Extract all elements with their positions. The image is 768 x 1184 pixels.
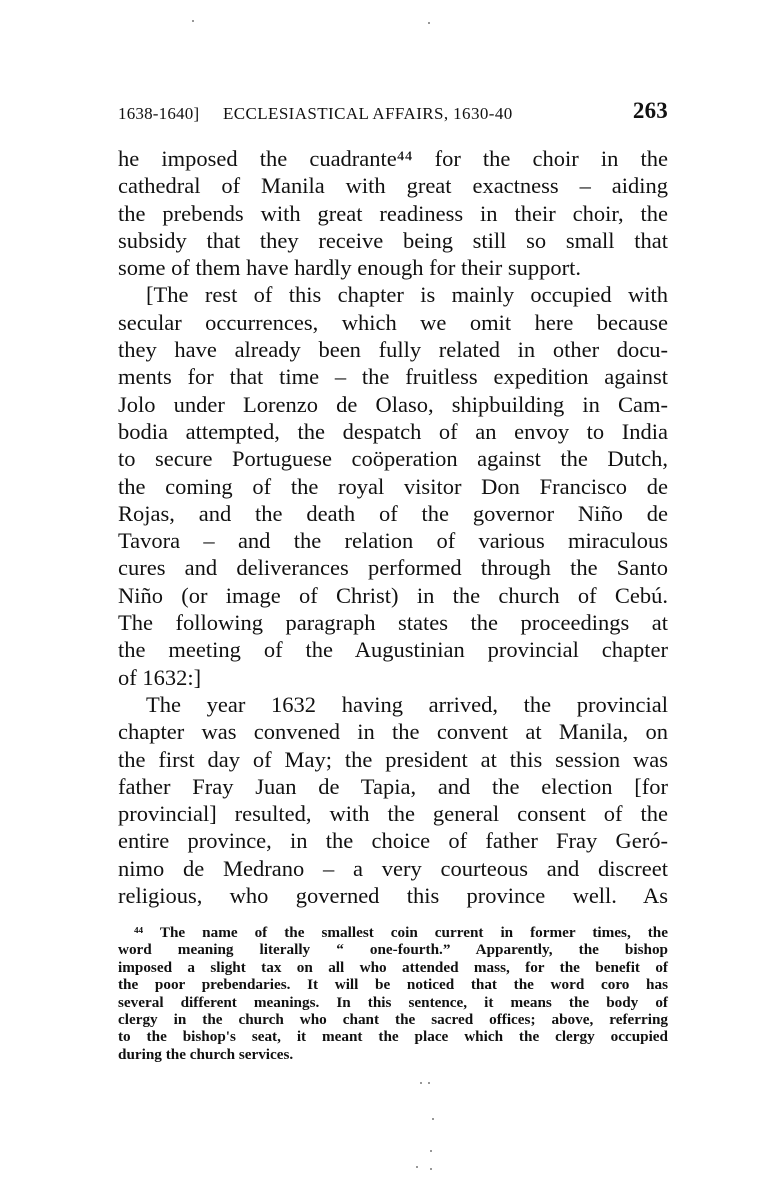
page-number: 263	[632, 98, 668, 123]
body-line: Jolo under Lorenzo de Olaso, shipbuilding in Cam-	[118, 391, 668, 417]
footnote-line: the poor prebendaries. It will be noticed that the word coro has	[118, 976, 668, 994]
body-line: the prebends with great readiness in their choir, the	[118, 200, 668, 226]
body-line: they have already been fully related in other docu-	[118, 337, 668, 363]
body-line: Tavora – and the relation of various miraculous	[118, 528, 668, 554]
body-line: the first day of May; the president at this session was	[118, 746, 668, 772]
footnote-line: to the bishop's seat, it meant the place which the clergy occupied	[118, 1028, 668, 1046]
body-text	[118, 145, 668, 909]
body-line: he imposed the cuadrante⁴⁴ for the choir in the	[118, 146, 668, 171]
footnote-line: word meaning literally “ one-fourth.” Apparently, the bishop	[118, 941, 668, 959]
scan-speck	[432, 1118, 434, 1120]
header-title: ECCLESIASTICAL AFFAIRS, 1630-40	[223, 104, 513, 123]
header-year-range: 1638-1640]	[118, 104, 200, 123]
body-line: entire province, in the choice of father Fray Geró-	[118, 828, 668, 854]
scan-speck	[420, 1082, 422, 1084]
body-line: religious, who governed this province well. As	[118, 883, 668, 909]
scan-speck	[430, 1150, 432, 1152]
body-line: The year 1632 having arrived, the provincial	[146, 691, 668, 717]
body-line: cures and deliverances performed through the Santo	[118, 555, 668, 581]
body-line: Niño (or image of Christ) in the church of Cebú.	[118, 582, 668, 608]
footnote-line: ⁴⁴ The name of the smallest coin current in former times, the	[134, 924, 668, 941]
footnote	[118, 924, 668, 1063]
scan-speck	[428, 22, 430, 24]
running-header	[118, 98, 668, 130]
scan-speck	[428, 1082, 430, 1084]
body-line: bodia attempted, the despatch of an envoy to India	[118, 418, 668, 444]
body-line: secular occurrences, which we omit here because	[118, 309, 668, 335]
scan-speck	[192, 20, 194, 22]
body-line: ments for that time – the fruitless expedition against	[118, 364, 668, 390]
footnote-line: during the church services.	[118, 1045, 294, 1063]
scan-speck	[416, 1166, 418, 1168]
body-line: provincial] resulted, with the general consent of the	[118, 801, 668, 827]
body-line: the meeting of the Augustinian provincial chapter	[118, 637, 668, 663]
body-line: father Fray Juan de Tapia, and the election [for	[118, 773, 668, 799]
body-line: nimo de Medrano – a very courteous and discreet	[118, 855, 668, 881]
body-line: Rojas, and the death of the governor Niño de	[118, 500, 668, 526]
body-line: subsidy that they receive being still so small that	[118, 227, 668, 253]
body-line: [The rest of this chapter is mainly occupied with	[146, 282, 668, 308]
body-line: of 1632:]	[118, 664, 202, 690]
footnote-line: several different meanings. In this sentence, it means the body of	[118, 993, 668, 1011]
body-line: some of them have hardly enough for their support.	[118, 255, 582, 281]
footnote-line: imposed a slight tax on all who attended mass, for the benefit of	[118, 958, 668, 976]
body-line: to secure Portuguese coöperation against the Dutch,	[118, 446, 668, 472]
footnote-line: clergy in the church who chant the sacred offices; above, referring	[118, 1010, 668, 1028]
body-line: chapter was convened in the convent at Manila, on	[118, 719, 668, 745]
scan-speck	[430, 1168, 432, 1170]
body-line: cathedral of Manila with great exactness – aiding	[118, 173, 668, 199]
body-line: The following paragraph states the proceedings at	[118, 610, 668, 636]
body-line: the coming of the royal visitor Don Francisco de	[118, 473, 668, 499]
